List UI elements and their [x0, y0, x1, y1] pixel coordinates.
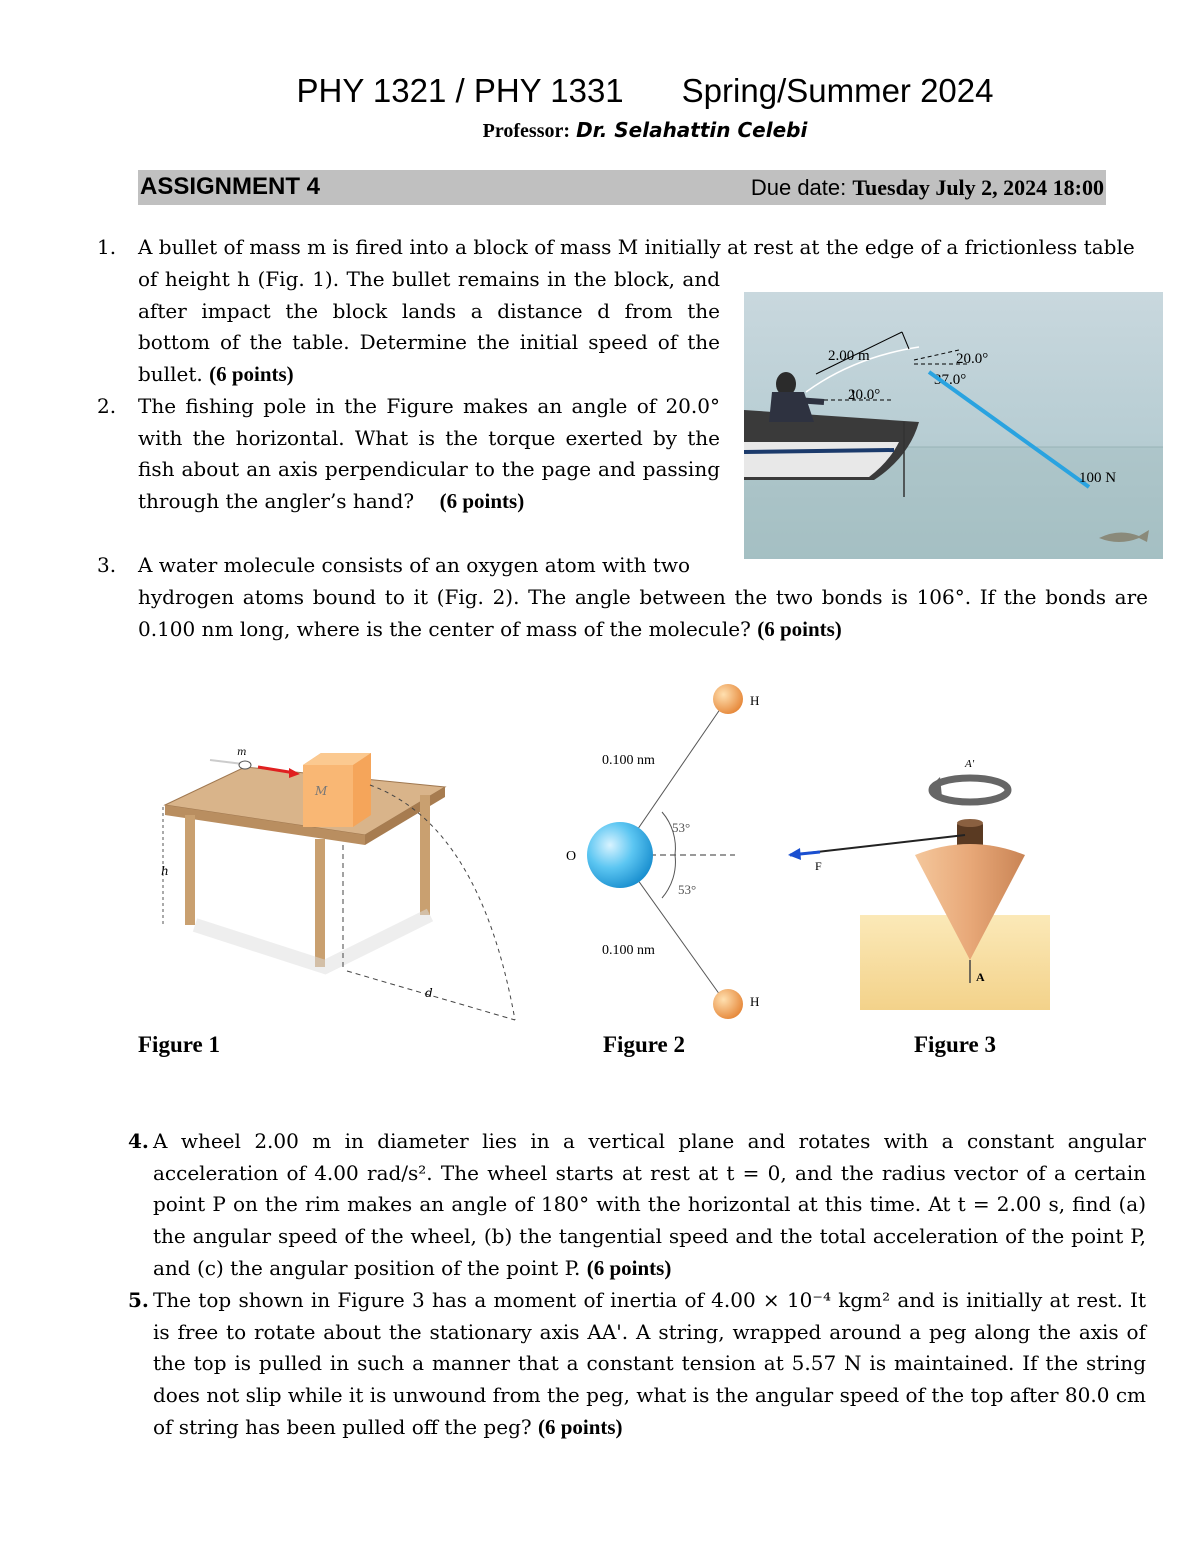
due-label: Due date: — [750, 175, 847, 200]
problem-number: 1. — [97, 235, 117, 259]
problem-1-text — [138, 264, 720, 391]
label-angle-bottom: 53° — [678, 882, 697, 897]
problem-points: (6 points) — [757, 616, 842, 641]
label-H-top: H — [750, 693, 760, 708]
due-date — [751, 175, 1104, 201]
problem-text: hydrogen atoms bound to it (Fig. 2). The angle between the two bonds is 106°. If the bonds are 0.100 nm long, where is the center of mass of the molecule? — [138, 585, 1148, 641]
label-d: d — [425, 986, 433, 1000]
problem-2-text — [138, 391, 720, 518]
label-angle-top: 20.0° — [956, 351, 989, 367]
hydrogen-atom — [713, 989, 743, 1019]
label-H-bottom: H — [750, 994, 760, 1009]
label-angle-top: 53° — [672, 820, 691, 835]
label-angle-line: 37.0° — [934, 372, 967, 388]
problem-5-text — [153, 1285, 1146, 1444]
course-code: PHY 1321 / PHY 1331 — [296, 72, 624, 109]
label-F: F — [815, 859, 822, 873]
problem-points: (6 points) — [209, 362, 294, 387]
label-pole-length: 2.00 m — [828, 348, 870, 364]
problem-points: (6 points) — [439, 489, 525, 514]
professor-label: Professor: — [482, 120, 571, 142]
assignment-title: ASSIGNMENT 4 — [140, 173, 321, 200]
problem-number: 3. — [97, 553, 117, 577]
oxygen-atom — [587, 822, 653, 888]
table-leg — [315, 839, 325, 967]
term: Spring/Summer 2024 — [681, 72, 994, 109]
assignment-bar — [138, 170, 1106, 205]
rotation-arrow — [932, 778, 1008, 802]
figure-2-caption: Figure 2 — [603, 1032, 685, 1057]
problem-text: of height h (Fig. 1). The bullet remains in the block, and after impact the block lands a distance d from the bottom of the table. Determine the initial speed of the bullet. — [138, 267, 720, 387]
label-m: m — [237, 747, 247, 758]
label-h: h — [161, 864, 169, 878]
figure-3-caption: Figure 3 — [914, 1032, 996, 1057]
problem-points: (6 points) — [537, 1414, 623, 1439]
table-leg — [185, 815, 195, 925]
problem-points: (6 points) — [586, 1255, 672, 1280]
problem-1-first-line: A bullet of mass m is fired into a block of mass M initially at rest at the edge of a frictionless table — [138, 235, 1135, 259]
label-O: O — [566, 849, 577, 864]
page-title — [0, 72, 1200, 110]
figure-1-table — [135, 735, 535, 1035]
due-value: Tuesday July 2, 2024 18:00 — [852, 175, 1104, 200]
label-bond-top: 0.100 nm — [602, 753, 655, 768]
professor-name: Dr. Selahattin Celebi — [576, 118, 808, 142]
problem-text: The fishing pole in the Figure makes an angle of 20.0° with the horizontal. What is the torque exerted by the fish about an axis perpendicular to the page and passing through the angler’s hand? — [138, 394, 720, 514]
label-bond-bottom: 0.100 nm — [602, 943, 655, 958]
figure-2-water-molecule — [560, 680, 775, 1020]
problem-number: 4. — [128, 1129, 149, 1153]
hydrogen-atom — [713, 684, 743, 714]
problem-text: The top shown in Figure 3 has a moment of inertia of 4.00 × 10⁻⁴ kgm² and is initially at rest. It is free to rotate about the stationary axis AA'. A string, wrapped around a peg along the axis of the top is pulled in such a manner that a constant tension at 5.57 N is maintained. If the string does not slip while it is unwound from the peg, what is the angular speed of the top after 80.0 cm of string has been pulled off the peg? — [153, 1288, 1146, 1439]
bullet — [239, 761, 251, 769]
problem-3-first-line: A water molecule consists of an oxygen atom with two — [138, 553, 691, 577]
label-force: 100 N — [1079, 470, 1117, 486]
problem-number: 5. — [128, 1288, 149, 1312]
fishing-figure — [744, 292, 1163, 559]
table-leg — [420, 795, 430, 915]
figure-3-spinning-top — [780, 715, 1050, 1010]
problem-4-text — [153, 1126, 1146, 1285]
figure-1-caption: Figure 1 — [138, 1032, 220, 1057]
professor-line — [0, 118, 1200, 143]
label-A: A — [976, 970, 985, 984]
problem-3-text — [138, 582, 1148, 645]
label-M: M — [315, 784, 328, 798]
label-angle-pole: 20.0° — [848, 387, 881, 403]
problem-number: 2. — [97, 394, 117, 418]
problem-text: A wheel 2.00 m in diameter lies in a vertical plane and rotates with a constant angular acceleration of 4.00 rad/s². The wheel starts at rest at t = 0, and the radius vector of a certain point P on the rim makes an angle of 180° with the horizontal at this time. At t = 2.00 s, find (a) the angular speed of the wheel, (b) the tangential speed and the total acceleration of the point P, and (c) the angular position of the point P. — [153, 1129, 1146, 1280]
label-A-prime: A' — [965, 758, 975, 770]
